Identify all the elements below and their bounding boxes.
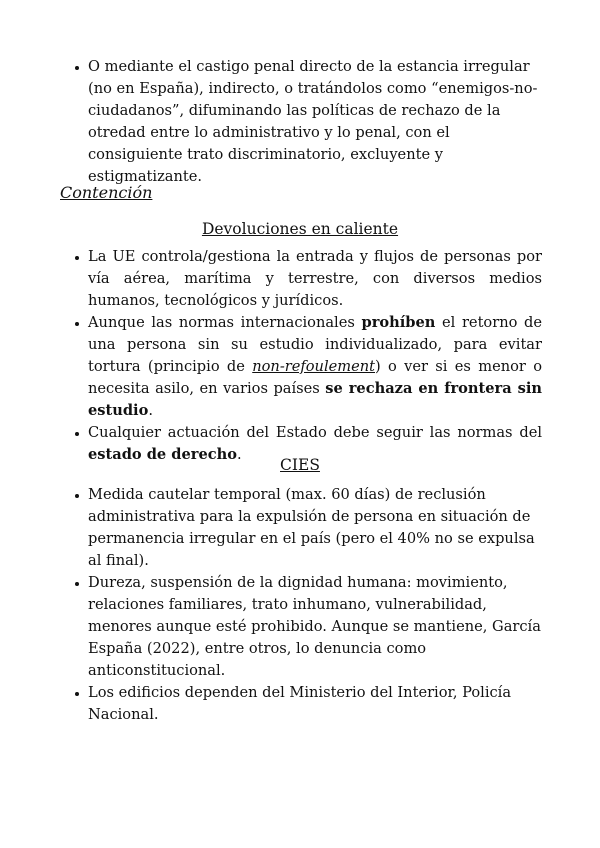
list-item: La UE controla/gestiona la entrada y flujos de personas por vía aérea, marítima y terrestre, con diversos medios humanos, tecnológicos y jurídicos. <box>0 246 542 312</box>
list-item: O mediante el castigo penal directo de la estancia irregular (no en España), indirecto, o tratándolos como “enemigos-no-ciudadanos”, difuminando las políticas de rechazo de la otredad entre lo administrativo y lo penal, con el consiguiente trato discriminatorio, excluyente y estigmatizante. <box>0 56 540 188</box>
item-text: Cualquier actuación del Estado debe seguir las normas del <box>88 424 542 441</box>
bold-text: se rechaza en frontera sin estudio <box>88 380 542 419</box>
bold-text: prohíben <box>361 314 436 331</box>
cies-bullet-list <box>0 484 542 726</box>
item-text: . <box>148 402 153 419</box>
intro-bullet-list <box>0 56 540 188</box>
item-text: Aunque las normas internacionales <box>88 314 362 331</box>
subheading-devoluciones: Devoluciones en caliente <box>201 220 399 238</box>
subheading-cies: CIES <box>280 456 320 474</box>
item-text: . <box>236 446 242 463</box>
section-heading-contencion: Contención <box>60 183 153 202</box>
devoluciones-bullet-list <box>0 246 542 466</box>
list-item <box>0 312 542 422</box>
list-item: Dureza, suspensión de la dignidad humana: movimiento, relaciones familiares, trato inhumano, vulnerabilidad, menores aunque esté prohibido. Aunque se mantiene, García España (2022), entre otros, lo denuncia como anticonstitucional. <box>0 572 542 682</box>
bold-text: estado de derecho <box>88 446 237 463</box>
italic-term: non-refoulement <box>252 358 375 375</box>
item-text: ) o ver si es menor o necesita asilo, en varios países <box>88 358 542 397</box>
item-text: el retorno de una persona sin su estudio individualizado, para evitar tortura (principio de <box>88 314 542 375</box>
list-item: Medida cautelar temporal (max. 60 días) de reclusión administrativa para la expulsión de persona en situación de permanencia irregular en el país (pero el 40% no se expulsa al final). <box>0 484 542 572</box>
list-item: Los edificios dependen del Ministerio del Interior, Policía Nacional. <box>0 682 542 726</box>
